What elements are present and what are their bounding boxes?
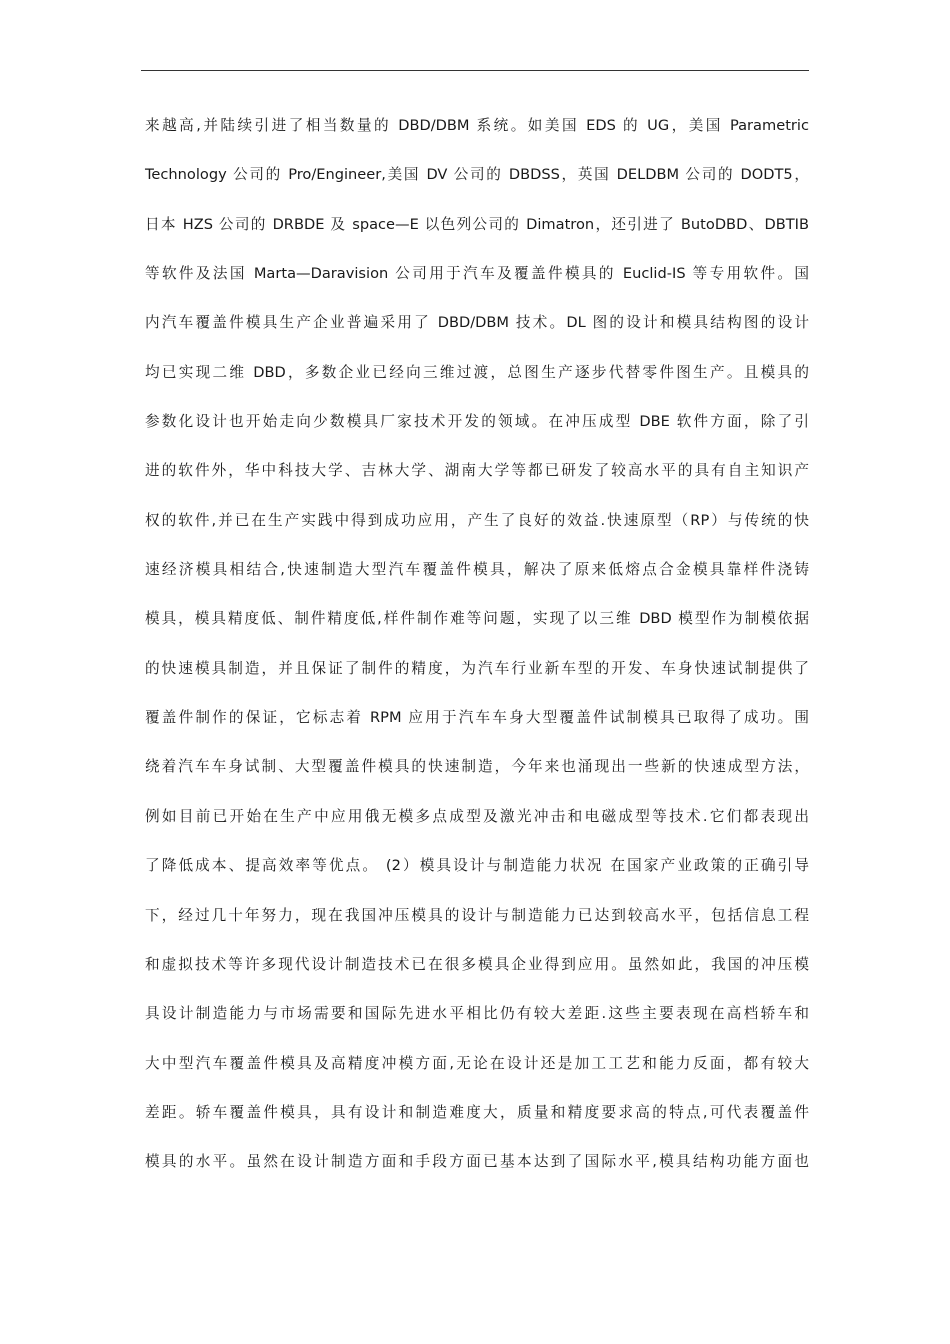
- text-line: 进的软件外，华中科技大学、吉林大学、湖南大学等都已研发了较高水平的具有自主知识产: [145, 462, 809, 480]
- text-line: 和虚拟技术等许多现代设计制造技术已在很多模具企业得到应用。虽然如此，我国的冲压模: [145, 955, 809, 973]
- text-line: 模具的水平。虽然在设计制造方面和手段方面已基本达到了国际水平,模具结构功能方面也: [145, 1153, 809, 1171]
- text-line: Technology 公司的 Pro/Engineer,美国 DV 公司的 DBDSS，英国 DELDBM 公司的 DODT5，: [145, 166, 809, 184]
- text-line: 具设计制造能力与市场需要和国际先进水平相比仍有较大差距.这些主要表现在高档轿车和: [145, 1005, 809, 1023]
- text-line: 日本 HZS 公司的 DRBDE 及 space—E 以色列公司的 Dimatron，还引进了 ButoDBD、DBTIB: [145, 215, 809, 233]
- text-line: 速经济模具相结合,快速制造大型汽车覆盖件模具，解决了原来低熔点合金模具靠样件浇铸: [145, 561, 809, 579]
- text-line: 均已实现二维 DBD，多数企业已经向三维过渡，总图生产逐步代替零件图生产。且模具的: [145, 363, 809, 381]
- text-line: 覆盖件制作的保证，它标志着 RPM 应用于汽车车身大型覆盖件试制模具已取得了成功。围: [145, 709, 809, 727]
- text-line: 了降低成本、提高效率等优点。 (2）模具设计与制造能力状况 在国家产业政策的正确引导: [145, 857, 809, 875]
- text-line: 模具，模具精度低、制件精度低,样件制作难等问题，实现了以三维 DBD 模型作为制模依据: [145, 610, 809, 628]
- text-line: 例如目前已开始在生产中应用俄无模多点成型及激光冲击和电磁成型等技术.它们都表现出: [145, 807, 809, 825]
- text-line: 差距。轿车覆盖件模具，具有设计和制造难度大，质量和精度要求高的特点,可代表覆盖件: [145, 1103, 809, 1121]
- text-line: 的快速模具制造，并且保证了制件的精度，为汽车行业新车型的开发、车身快速试制提供了: [145, 659, 809, 677]
- text-line: 内汽车覆盖件模具生产企业普遍采用了 DBD/DBM 技术。DL 图的设计和模具结构图的设计: [145, 314, 809, 332]
- header-rule: [141, 70, 809, 71]
- text-line: 下，经过几十年努力，现在我国冲压模具的设计与制造能力已达到较高水平，包括信息工程: [145, 906, 809, 924]
- text-line: 等软件及法国 Marta—Daravision 公司用于汽车及覆盖件模具的 Euclid-IS 等专用软件。国: [145, 265, 809, 283]
- text-line: 参数化设计也开始走向少数模具厂家技术开发的领域。在冲压成型 DBE 软件方面，除了引: [145, 413, 809, 431]
- text-line: 来越高,并陆续引进了相当数量的 DBD/DBM 系统。如美国 EDS 的 UG，美国 Parametric: [145, 117, 809, 134]
- text-line: 权的软件,并已在生产实践中得到成功应用，产生了良好的效益.快速原型（RP）与传统的快: [145, 511, 809, 529]
- text-line: 大中型汽车覆盖件模具及高精度冲模方面,无论在设计还是加工工艺和能力反面，都有较大: [145, 1054, 809, 1072]
- body-text: [145, 108, 809, 1194]
- text-line: 绕着汽车车身试制、大型覆盖件模具的快速制造，今年来也涌现出一些新的快速成型方法，: [145, 758, 809, 776]
